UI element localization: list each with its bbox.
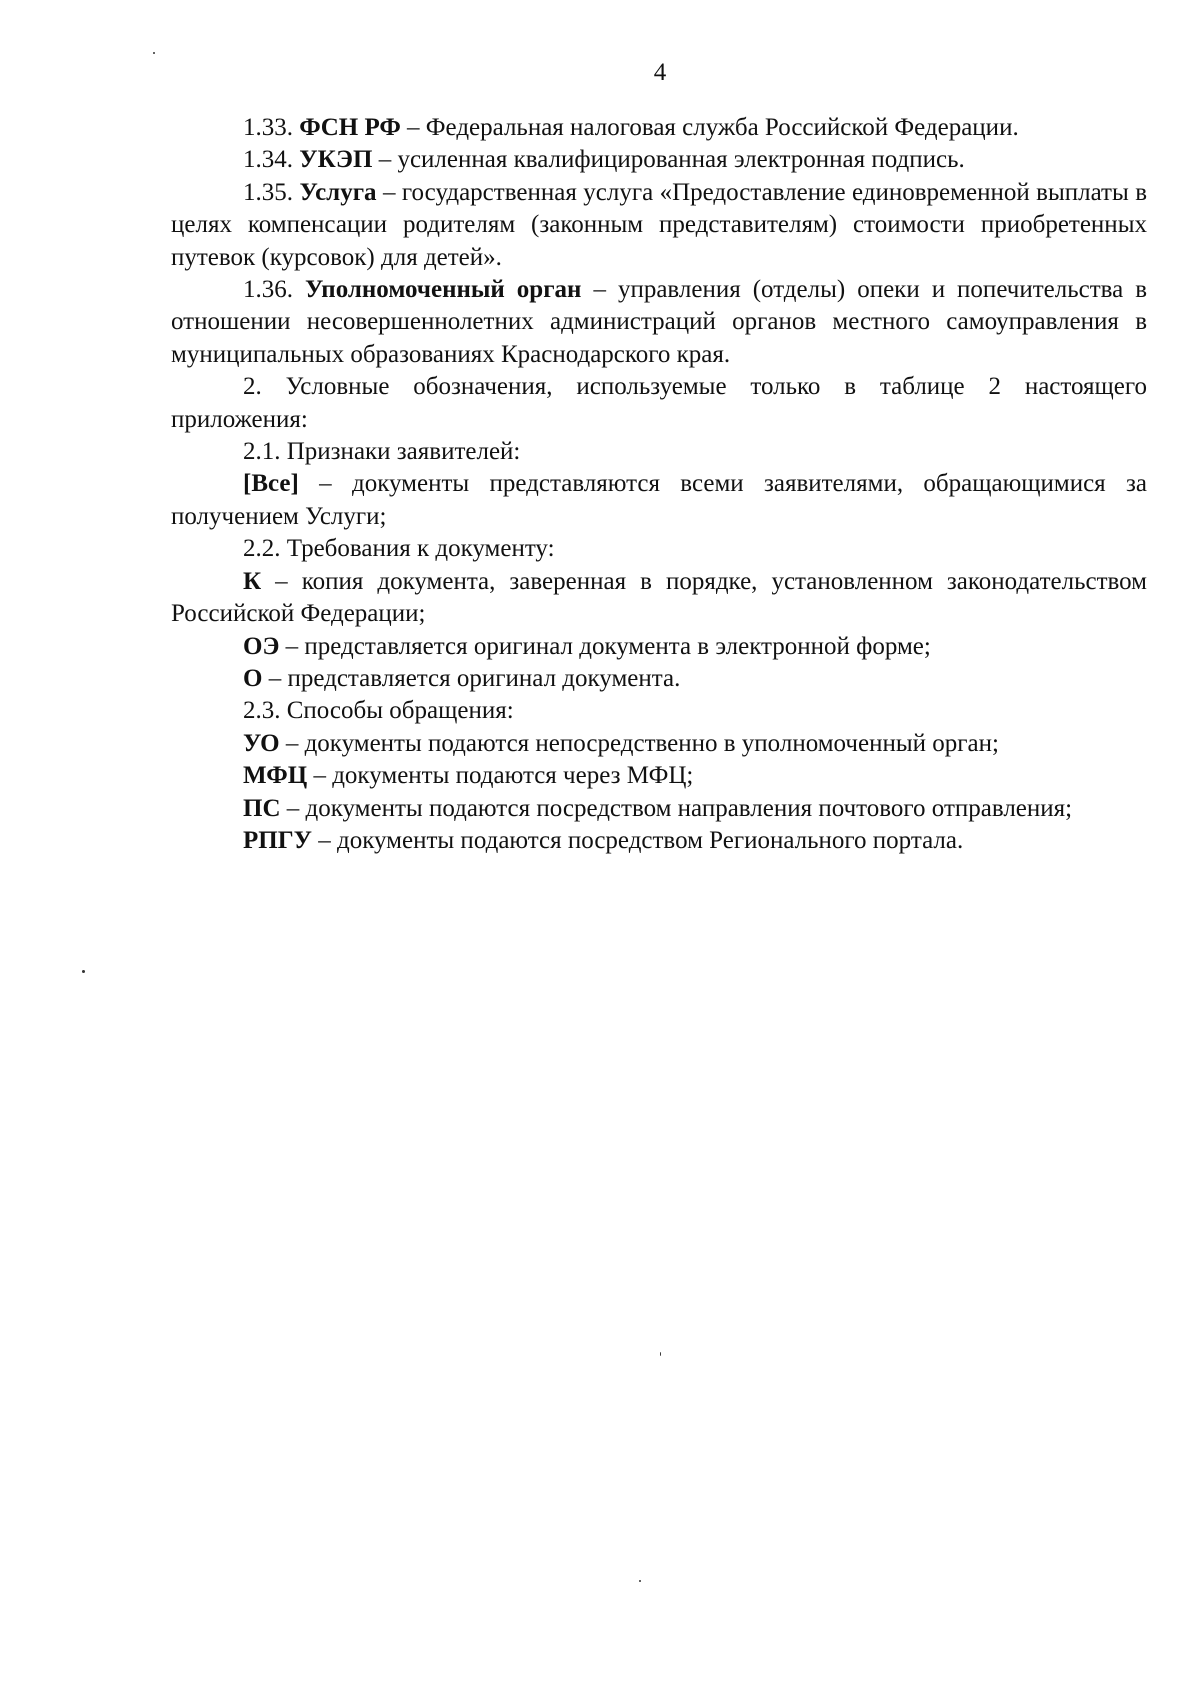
definition: – документы подаются посредством направления почтового отправления; (280, 794, 1073, 822)
legend-copy (171, 566, 1147, 631)
paragraph-2-2 (171, 533, 1147, 565)
term: ФСН РФ (299, 114, 401, 141)
definition: – копия документа, заверенная в порядке, установленном законодательством Российской Федерации; (171, 567, 1147, 628)
scan-speck (639, 1580, 641, 1582)
legend-postal (171, 793, 1147, 825)
paragraph-lead: 1.35. (243, 178, 300, 206)
paragraph-2-1 (171, 436, 1147, 468)
definition: – представляется оригинал документа в электронной форме; (279, 632, 931, 660)
paragraph-lead: 2.1. Признаки заявителей: (243, 438, 521, 466)
definition: – представляется оригинал документа. (262, 664, 681, 692)
definition: – управления (отделы) опеки и попечительства в отношении несовершеннолетних администраций органов местного самоуправления в муниципальных образованиях Краснодарского края. (171, 276, 1148, 368)
term: УО (243, 729, 280, 757)
scan-speck (660, 1352, 661, 1356)
paragraph-1-33 (171, 112, 1147, 144)
definition: – документы подаются непосредственно в уполномоченный орган; (279, 729, 999, 757)
page-number: 4 (653, 59, 667, 86)
term: О (243, 664, 263, 692)
definition: – Федеральная налоговая служба Российской Федерации. (400, 114, 1019, 141)
legend-authorized-body (171, 728, 1147, 760)
term: ОЭ (243, 632, 280, 660)
term: Уполномоченный орган (305, 276, 582, 304)
term: К (243, 567, 262, 595)
legend-regional-portal (171, 825, 1147, 857)
definition: – документы подаются посредством Регионального портала. (311, 826, 964, 854)
paragraph-lead: 2. Условные обозначения, используемые только в таблице 2 настоящего приложения: (171, 373, 1147, 433)
term: УКЭП (299, 146, 373, 174)
paragraph-lead: 1.36. (243, 276, 305, 304)
definition: – документы представляются всеми заявителями, обращающимися за получением Услуги; (171, 470, 1147, 530)
legend-original-electronic (171, 631, 1147, 663)
paragraph-1-36 (171, 274, 1147, 371)
paragraph-1-35 (171, 177, 1147, 274)
legend-all-applicants (171, 468, 1147, 533)
term: Услуга (299, 178, 377, 206)
definition: – усиленная квалифицированная электронная подпись. (372, 146, 965, 174)
paragraph-2-3 (171, 695, 1147, 727)
term: МФЦ (243, 762, 308, 790)
paragraph-lead: 2.2. Требования к документу: (243, 535, 555, 563)
paragraph-2 (171, 371, 1147, 436)
paragraph-1-34 (171, 144, 1147, 176)
legend-mfc (171, 760, 1147, 792)
paragraph-lead: 2.3. Способы обращения: (243, 697, 514, 725)
term: ПС (243, 794, 281, 822)
document-body (171, 112, 1147, 857)
scan-speck (153, 52, 155, 54)
legend-original (171, 663, 1147, 695)
term: РПГУ (243, 826, 312, 854)
paragraph-lead: 1.34. (243, 146, 300, 174)
definition: – документы подаются через МФЦ; (307, 762, 694, 790)
paragraph-lead: 1.33. (243, 114, 300, 141)
scan-speck (82, 970, 85, 973)
definition: – государственная услуга «Предоставление единовременной выплаты в целях компенсации родителям (законным представителям) стоимости приобретенных путевок (курсовок) для детей». (171, 178, 1147, 271)
term: [Все] (243, 470, 299, 498)
